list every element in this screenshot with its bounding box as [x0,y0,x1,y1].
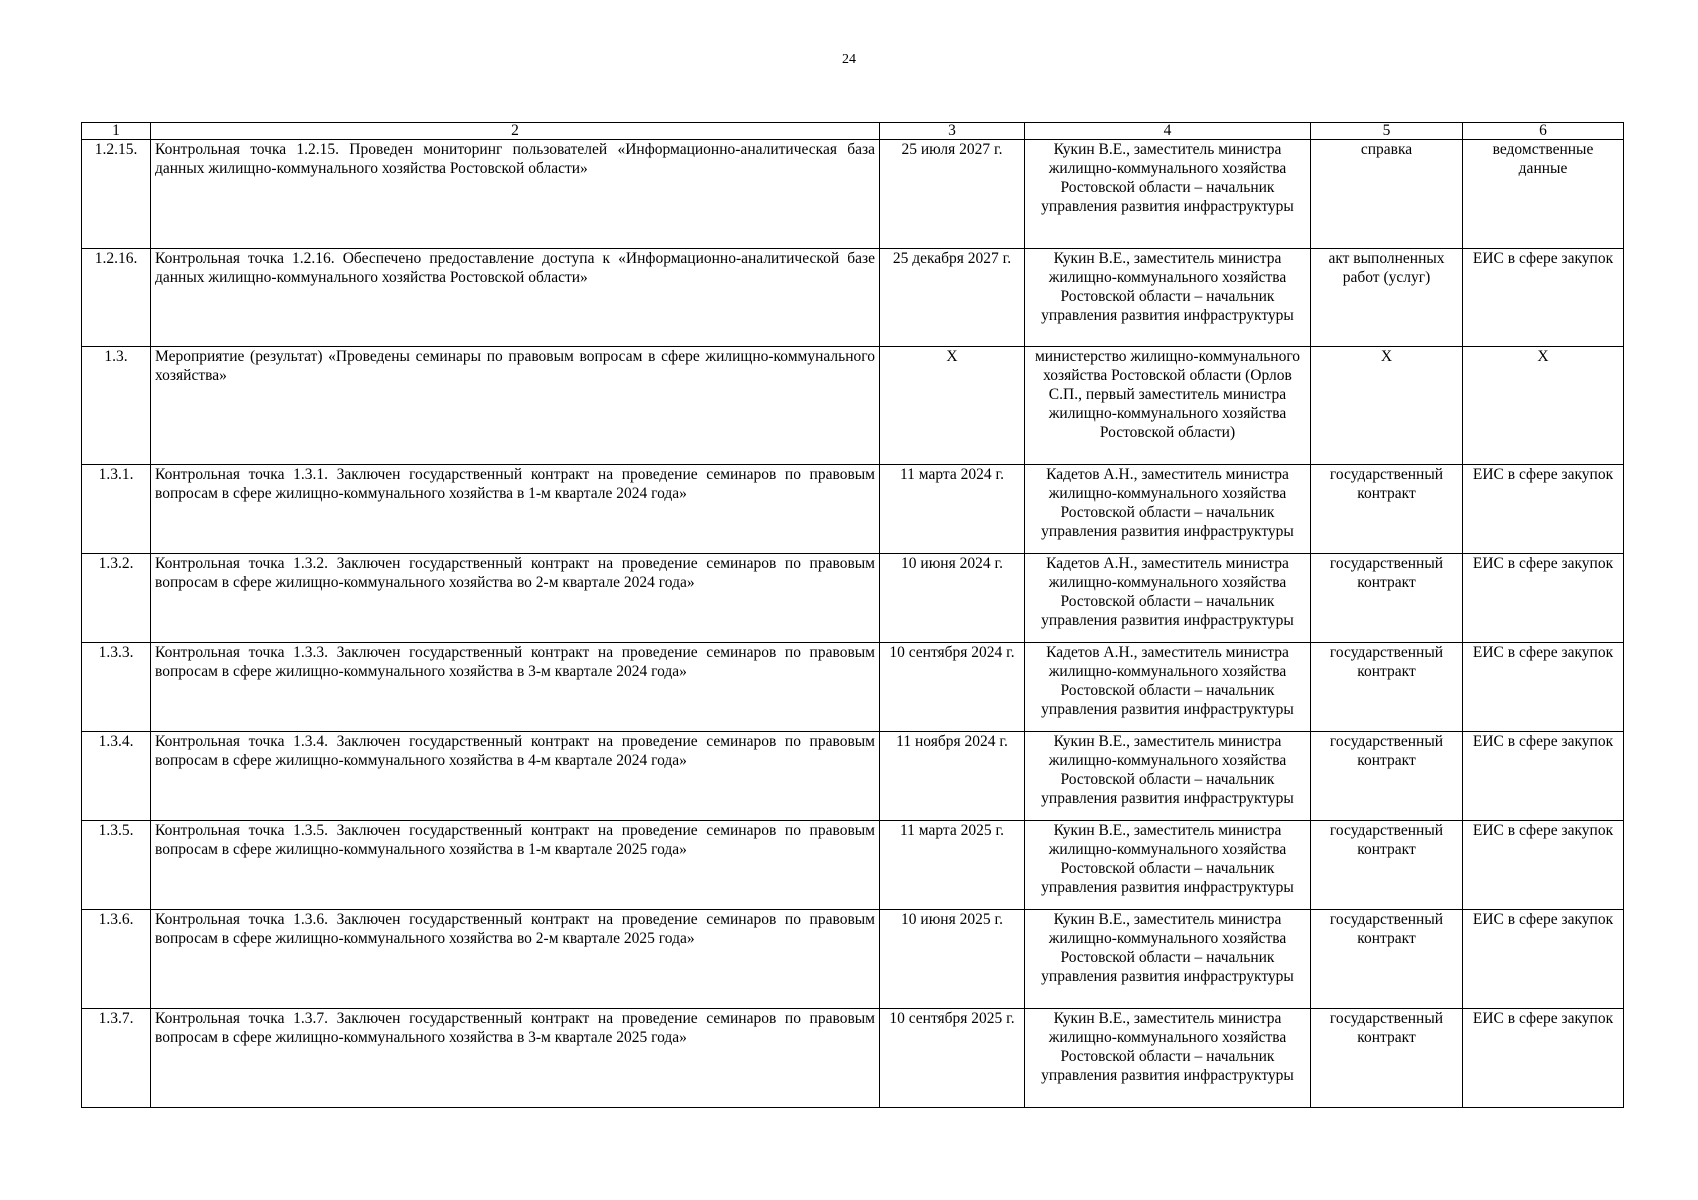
table-row [82,643,1624,732]
table-row [82,347,1624,465]
table-row [82,140,1624,249]
control-point-text: Контрольная точка 1.2.15. Проведен мониторинг пользователей «Информационно-аналитическая база данных жилищно-коммунального хозяйства Ростовской области» [151,140,880,249]
table-row [82,249,1624,347]
column-number: 6 [1463,123,1624,140]
document-type: государственный контракт [1311,732,1463,821]
row-id: 1.2.15. [82,140,151,249]
information-source: ЕИС в сфере закупок [1463,1009,1624,1108]
control-point-text: Контрольная точка 1.3.4. Заключен государственный контракт на проведение семинаров по правовым вопросам в сфере жилищно-коммунального хозяйства в 4-м квартале 2024 года» [151,732,880,821]
row-id: 1.3.6. [82,910,151,1009]
table-row [82,910,1624,1009]
deadline-date: 10 июня 2024 г. [880,554,1025,643]
table-row [82,732,1624,821]
deadline-date: X [880,347,1025,465]
responsible-person: Кадетов А.Н., заместитель министра жилищно-коммунального хозяйства Ростовской области – начальник управления развития инфраструктуры [1025,465,1311,554]
deadline-date: 25 июля 2027 г. [880,140,1025,249]
document-type: государственный контракт [1311,643,1463,732]
deadline-date: 10 июня 2025 г. [880,910,1025,1009]
row-id: 1.2.16. [82,249,151,347]
document-type: государственный контракт [1311,465,1463,554]
deadline-date: 10 сентября 2025 г. [880,1009,1025,1108]
control-point-text: Контрольная точка 1.3.5. Заключен государственный контракт на проведение семинаров по правовым вопросам в сфере жилищно-коммунального хозяйства в 1-м квартале 2025 года» [151,821,880,910]
row-id: 1.3.5. [82,821,151,910]
information-source: ЕИС в сфере закупок [1463,249,1624,347]
column-number-row [82,123,1624,140]
table-row [82,1009,1624,1108]
responsible-person: Кукин В.Е., заместитель министра жилищно-коммунального хозяйства Ростовской области – начальник управления развития инфраструктуры [1025,821,1311,910]
information-source: ЕИС в сфере закупок [1463,821,1624,910]
responsible-person: Кадетов А.Н., заместитель министра жилищно-коммунального хозяйства Ростовской области – начальник управления развития инфраструктуры [1025,554,1311,643]
document-type: государственный контракт [1311,1009,1463,1108]
responsible-person: Кадетов А.Н., заместитель министра жилищно-коммунального хозяйства Ростовской области – начальник управления развития инфраструктуры [1025,643,1311,732]
information-source: ЕИС в сфере закупок [1463,643,1624,732]
row-id: 1.3. [82,347,151,465]
document-type: акт выполненных работ (услуг) [1311,249,1463,347]
table-row [82,554,1624,643]
deadline-date: 25 декабря 2027 г. [880,249,1025,347]
information-source: ЕИС в сфере закупок [1463,554,1624,643]
column-number: 4 [1025,123,1311,140]
measure-text: Мероприятие (результат) «Проведены семинары по правовым вопросам в сфере жилищно-коммунального хозяйства» [151,347,880,465]
document-type: справка [1311,140,1463,249]
control-point-text: Контрольная точка 1.3.3. Заключен государственный контракт на проведение семинаров по правовым вопросам в сфере жилищно-коммунального хозяйства в 3-м квартале 2024 года» [151,643,880,732]
document-type: X [1311,347,1463,465]
row-id: 1.3.4. [82,732,151,821]
responsible-person: Кукин В.Е., заместитель министра жилищно-коммунального хозяйства Ростовской области – начальник управления развития инфраструктуры [1025,910,1311,1009]
responsible-person: Кукин В.Е., заместитель министра жилищно-коммунального хозяйства Ростовской области – начальник управления развития инфраструктуры [1025,140,1311,249]
column-number: 3 [880,123,1025,140]
information-source: ведомственные данные [1463,140,1624,249]
control-point-text: Контрольная точка 1.3.6. Заключен государственный контракт на проведение семинаров по правовым вопросам в сфере жилищно-коммунального хозяйства во 2-м квартале 2025 года» [151,910,880,1009]
deadline-date: 10 сентября 2024 г. [880,643,1025,732]
page-number: 24 [842,52,856,67]
row-id: 1.3.3. [82,643,151,732]
deadline-date: 11 марта 2024 г. [880,465,1025,554]
column-number: 1 [82,123,151,140]
control-point-text: Контрольная точка 1.3.7. Заключен государственный контракт на проведение семинаров по правовым вопросам в сфере жилищно-коммунального хозяйства в 3-м квартале 2025 года» [151,1009,880,1108]
row-id: 1.3.1. [82,465,151,554]
control-point-text: Контрольная точка 1.3.1. Заключен государственный контракт на проведение семинаров по правовым вопросам в сфере жилищно-коммунального хозяйства в 1-м квартале 2024 года» [151,465,880,554]
control-point-text: Контрольная точка 1.2.16. Обеспечено предоставление доступа к «Информационно-аналитической базе данных жилищно-коммунального хозяйства Ростовской области» [151,249,880,347]
responsible-person: министерство жилищно-коммунального хозяйства Ростовской области (Орлов С.П., первый заместитель министра жилищно-коммунального хозяйства Ростовской области) [1025,347,1311,465]
information-source: ЕИС в сфере закупок [1463,465,1624,554]
column-number: 5 [1311,123,1463,140]
control-point-text: Контрольная точка 1.3.2. Заключен государственный контракт на проведение семинаров по правовым вопросам в сфере жилищно-коммунального хозяйства во 2-м квартале 2024 года» [151,554,880,643]
responsible-person: Кукин В.Е., заместитель министра жилищно-коммунального хозяйства Ростовской области – начальник управления развития инфраструктуры [1025,1009,1311,1108]
information-source: ЕИС в сфере закупок [1463,910,1624,1009]
column-number: 2 [151,123,880,140]
control-points-table [81,122,1624,1108]
responsible-person: Кукин В.Е., заместитель министра жилищно-коммунального хозяйства Ростовской области – начальник управления развития инфраструктуры [1025,732,1311,821]
row-id: 1.3.2. [82,554,151,643]
deadline-date: 11 ноября 2024 г. [880,732,1025,821]
document-type: государственный контракт [1311,821,1463,910]
table-row [82,821,1624,910]
information-source: X [1463,347,1624,465]
row-id: 1.3.7. [82,1009,151,1108]
information-source: ЕИС в сфере закупок [1463,732,1624,821]
deadline-date: 11 марта 2025 г. [880,821,1025,910]
document-type: государственный контракт [1311,910,1463,1009]
responsible-person: Кукин В.Е., заместитель министра жилищно-коммунального хозяйства Ростовской области – начальник управления развития инфраструктуры [1025,249,1311,347]
document-type: государственный контракт [1311,554,1463,643]
table-row [82,465,1624,554]
